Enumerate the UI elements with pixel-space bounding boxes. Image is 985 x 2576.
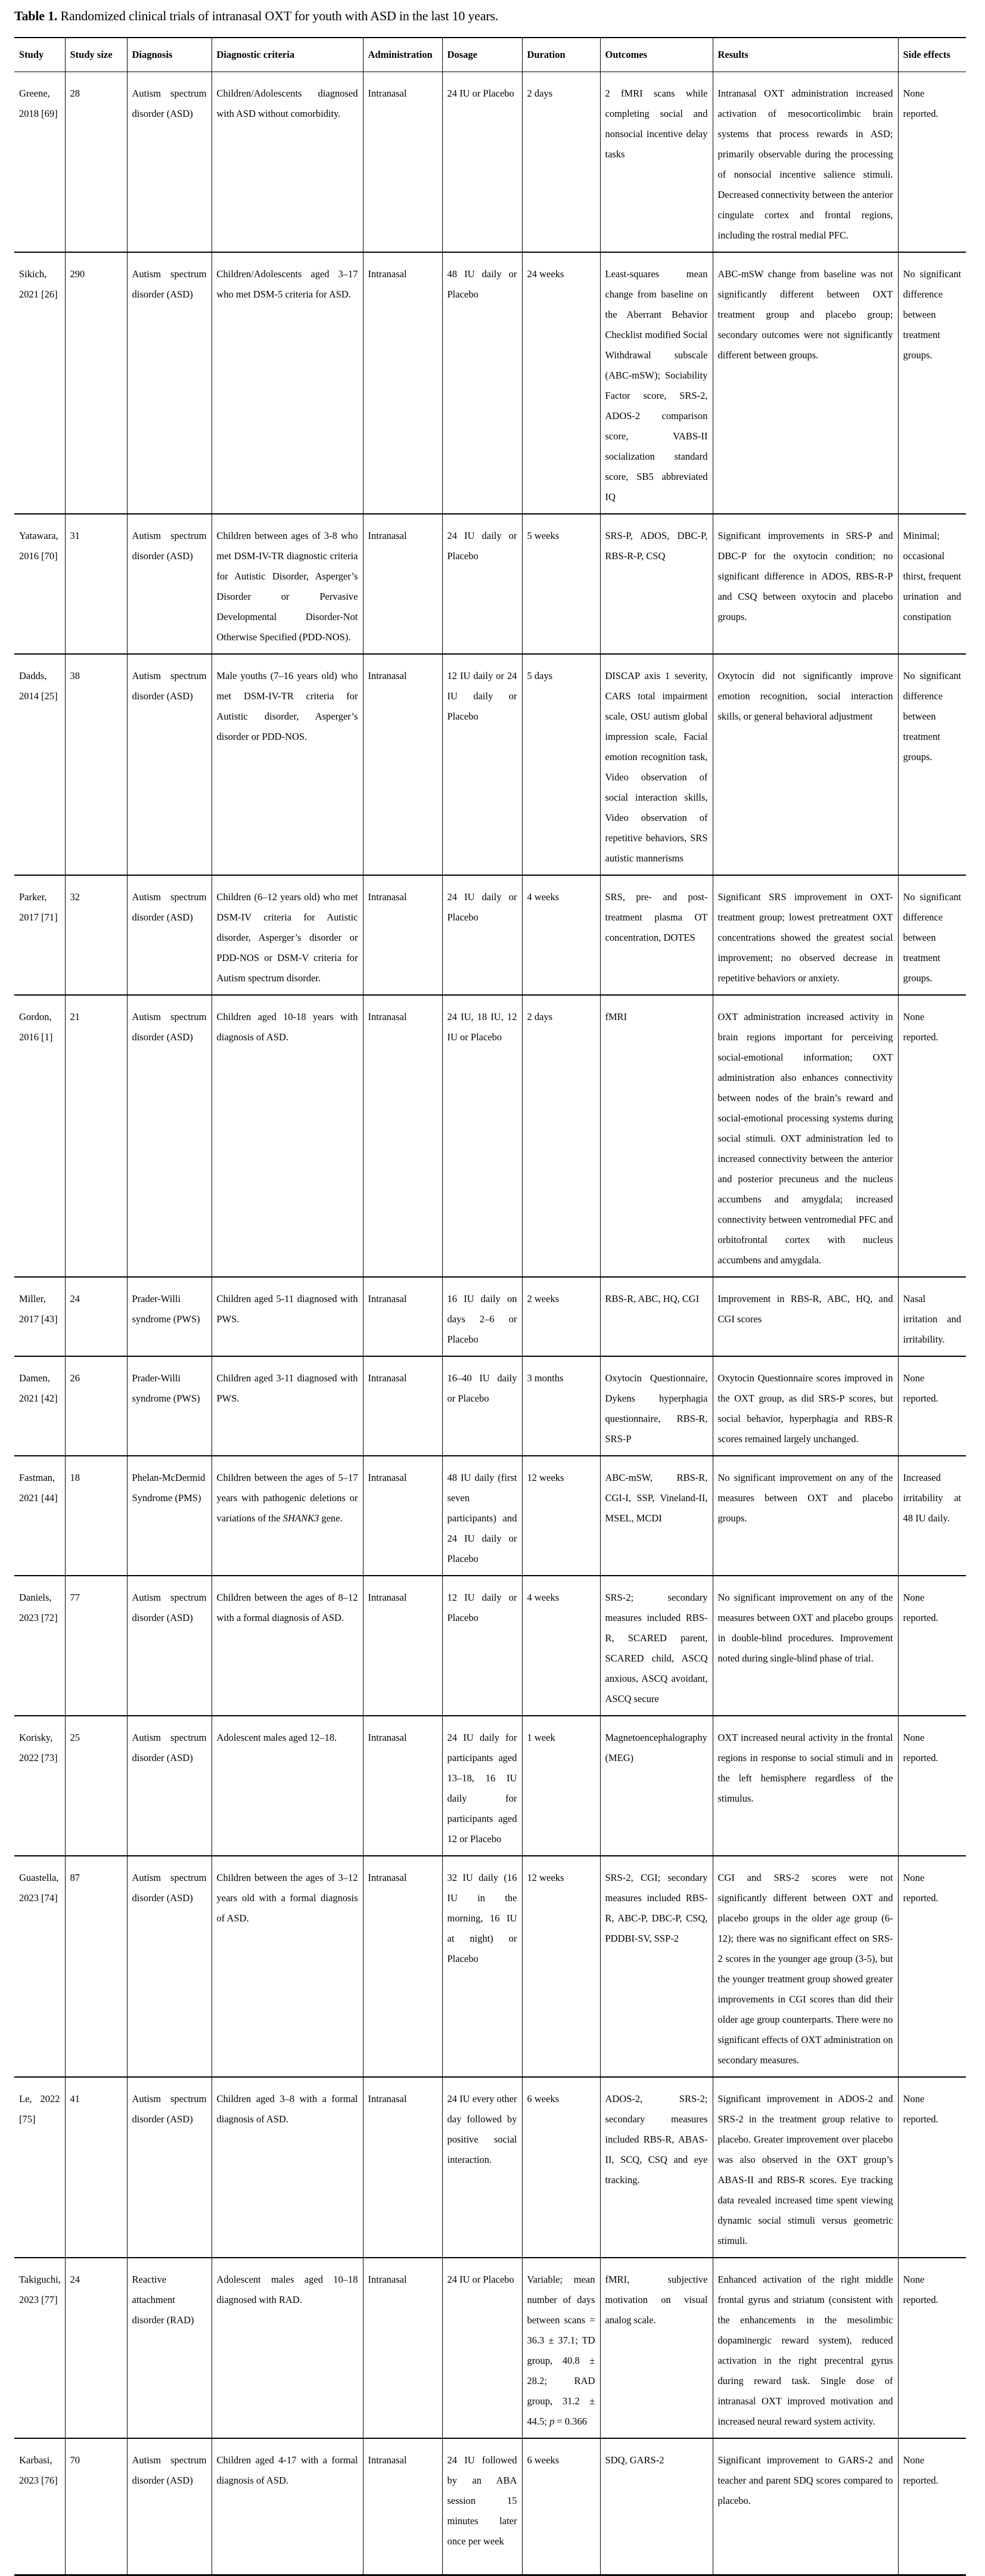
- italic-fragment: SHANK3: [282, 1512, 319, 1524]
- header-row: [14, 38, 966, 72]
- cell-administration: Intranasal: [363, 875, 442, 995]
- table-row: [14, 514, 966, 654]
- cell-results: OXT administration increased activity in brain regions important for perceiving social-emotional information; OXT administration also enhances connectivity between nodes of the brain’s reward and social-emotional processing systems during social stimuli. OXT administration led to increased connectivity between the anterior and posterior precuneus and the nucleus accumbens and amygdala; increased connectivity between ventromedial PFC and orbitofrontal cortex with nucleus accumbens and amygdala.: [713, 995, 898, 1277]
- cell-dosage: 24 IU every other day followed by positive social interaction.: [442, 2077, 522, 2258]
- cell-study-size: 28: [65, 72, 127, 253]
- cell-side-effects: Increased irritability at 48 IU daily.: [898, 1456, 966, 1576]
- cell-side-effects: None reported.: [898, 72, 966, 253]
- cell-dosage: 24 IU daily for participants aged 13–18, 16 IU daily for participants aged 12 or Placebo: [442, 1716, 522, 1856]
- cell-study-size: 25: [65, 1716, 127, 1856]
- cell-dosage: 48 IU daily (first seven participants) and 24 IU daily or Placebo: [442, 1456, 522, 1576]
- table-row: [14, 2438, 966, 2575]
- cell-study: Daniels, 2023 [72]: [14, 1576, 65, 1716]
- cell-diagnostic-criteria: Children/Adolescents aged 3–17 who met DSM-5 criteria for ASD.: [212, 252, 363, 514]
- cell-diagnosis: Autism spectrum disorder (ASD): [127, 2077, 212, 2258]
- cell-diagnostic-criteria: Children/Adolescents diagnosed with ASD without comorbidity.: [212, 72, 363, 253]
- text-fragment: = 0.366: [554, 2416, 588, 2427]
- cell-study-size: 26: [65, 1356, 127, 1456]
- cell-diagnosis: Prader-Willi syndrome (PWS): [127, 1277, 212, 1356]
- cell-study-size: 70: [65, 2438, 127, 2575]
- cell-outcomes: ABC-mSW, RBS-R, CGI-I, SSP, Vineland-II, MSEL, MCDI: [600, 1456, 713, 1576]
- text-fragment: Variable; mean number of days between scans = 36.3 ± 37.1; TD group, 40.8 ± 28.2; RAD group, 31.2 ± 44.5;: [527, 2274, 595, 2427]
- cell-dosage: 24 IU daily or Placebo: [442, 514, 522, 654]
- cell-study: Gordon, 2016 [1]: [14, 995, 65, 1277]
- cell-outcomes: RBS-R, ABC, HQ, CGI: [600, 1277, 713, 1356]
- cell-diagnosis: Prader-Willi syndrome (PWS): [127, 1356, 212, 1456]
- cell-side-effects: None reported.: [898, 995, 966, 1277]
- cell-duration: 2 days: [522, 995, 600, 1277]
- cell-diagnosis: Autism spectrum disorder (ASD): [127, 1716, 212, 1856]
- table-caption: [14, 8, 498, 24]
- cell-outcomes: ADOS-2, SRS-2; secondary measures included RBS-R, ABAS-II, SCQ, CSQ and eye tracking.: [600, 2077, 713, 2258]
- column-header-study-size: Study size: [65, 38, 127, 72]
- cell-study-size: 38: [65, 654, 127, 875]
- cell-study: Sikich, 2021 [26]: [14, 252, 65, 514]
- cell-diagnostic-criteria: Children aged 5-11 diagnosed with PWS.: [212, 1277, 363, 1356]
- table-row: [14, 2258, 966, 2438]
- cell-side-effects: No significant difference between treatment groups.: [898, 654, 966, 875]
- column-header-study: Study: [14, 38, 65, 72]
- cell-diagnosis: Autism spectrum disorder (ASD): [127, 875, 212, 995]
- cell-results: CGI and SRS-2 scores were not significantly different between OXT and placebo groups in the older age group (6-12); there was no significant effect on SRS-2 scores in the younger age group (3-5), but the younger treatment group showed greater improvements in CGI scores than did their older age group counterparts. There were no significant effects of OXT administration on secondary measures.: [713, 1856, 898, 2077]
- cell-diagnosis: Autism spectrum disorder (ASD): [127, 995, 212, 1277]
- table-row: [14, 1856, 966, 2077]
- column-header-results: Results: [713, 38, 898, 72]
- cell-side-effects: None reported.: [898, 2258, 966, 2438]
- cell-diagnostic-criteria: Children aged 4-17 with a formal diagnosis of ASD.: [212, 2438, 363, 2575]
- cell-administration: Intranasal: [363, 514, 442, 654]
- cell-administration: Intranasal: [363, 1277, 442, 1356]
- cell-diagnosis: Phelan-McDermid Syndrome (PMS): [127, 1456, 212, 1576]
- table-row: [14, 1716, 966, 1856]
- clinical-trials-table: [14, 37, 966, 2576]
- column-header-dosage: Dosage: [442, 38, 522, 72]
- cell-diagnostic-criteria: Children aged 3-11 diagnosed with PWS.: [212, 1356, 363, 1456]
- cell-outcomes: SRS-P, ADOS, DBC-P, RBS-R-P, CSQ: [600, 514, 713, 654]
- cell-study: Yatawara, 2016 [70]: [14, 514, 65, 654]
- cell-study: Dadds, 2014 [25]: [14, 654, 65, 875]
- cell-dosage: 12 IU daily or Placebo: [442, 1576, 522, 1716]
- cell-study: Greene, 2018 [69]: [14, 72, 65, 253]
- cell-duration: 5 days: [522, 654, 600, 875]
- cell-diagnosis: Autism spectrum disorder (ASD): [127, 654, 212, 875]
- cell-diagnostic-criteria: Children between the ages of 8–12 with a formal diagnosis of ASD.: [212, 1576, 363, 1716]
- cell-results: No significant improvement on any of the measures between OXT and placebo groups.: [713, 1456, 898, 1576]
- cell-results: Intranasal OXT administration increased activation of mesocorticolimbic brain systems that process rewards in ASD; primarily observable during the processing of nonsocial incentive salience stimuli. Decreased connectivity between the anterior cingulate cortex and frontal regions, including the rostral medial PFC.: [713, 72, 898, 253]
- column-header-administration: Administration: [363, 38, 442, 72]
- table-row: [14, 72, 966, 253]
- table-row: [14, 1576, 966, 1716]
- cell-side-effects: None reported.: [898, 1356, 966, 1456]
- cell-outcomes: fMRI: [600, 995, 713, 1277]
- cell-study-size: 290: [65, 252, 127, 514]
- cell-study: Le, 2022 [75]: [14, 2077, 65, 2258]
- table-title: Randomized clinical trials of intranasal OXT for youth with ASD in the last 10 years.: [57, 8, 499, 23]
- cell-administration: Intranasal: [363, 2077, 442, 2258]
- table-label: Table 1.: [14, 8, 58, 23]
- cell-study: Takiguchi, 2023 [77]: [14, 2258, 65, 2438]
- text-fragment: Children between the ages of 5–17 years with pathogenic deletions or variations of the: [216, 1472, 358, 1524]
- cell-diagnosis: Autism spectrum disorder (ASD): [127, 514, 212, 654]
- cell-dosage: 24 IU, 18 IU, 12 IU or Placebo: [442, 995, 522, 1277]
- cell-side-effects: None reported.: [898, 2438, 966, 2575]
- table-row: [14, 252, 966, 514]
- cell-side-effects: Minimal; occasional thirst, frequent urination and constipation: [898, 514, 966, 654]
- cell-study: Fastman, 2021 [44]: [14, 1456, 65, 1576]
- table-row: [14, 1456, 966, 1576]
- cell-dosage: 32 IU daily (16 IU in the morning, 16 IU at night) or Placebo: [442, 1856, 522, 2077]
- cell-study: Parker, 2017 [71]: [14, 875, 65, 995]
- italic-fragment: p: [549, 2416, 555, 2427]
- cell-duration: 3 months: [522, 1356, 600, 1456]
- cell-administration: Intranasal: [363, 2258, 442, 2438]
- cell-outcomes: SRS-2; secondary measures included RBS-R, SCARED parent, SCARED child, ASCQ anxious, ASCQ avoidant, ASCQ secure: [600, 1576, 713, 1716]
- cell-duration: 12 weeks: [522, 1856, 600, 2077]
- cell-administration: Intranasal: [363, 654, 442, 875]
- table-row: [14, 2077, 966, 2258]
- cell-outcomes: SRS-2, CGI; secondary measures included RBS-R, ABC-P, DBC-P, CSQ, PDDBI-SV, SSP-2: [600, 1856, 713, 2077]
- cell-results: Oxytocin did not significantly improve emotion recognition, social interaction skills, or general behavioral adjustment: [713, 654, 898, 875]
- cell-results: Improvement in RBS-R, ABC, HQ, and CGI scores: [713, 1277, 898, 1356]
- cell-diagnostic-criteria: Adolescent males aged 10–18 diagnosed with RAD.: [212, 2258, 363, 2438]
- cell-results: No significant improvement on any of the measures between OXT and placebo groups in double-blind procedures. Improvement noted during single-blind phase of trial.: [713, 1576, 898, 1716]
- cell-diagnostic-criteria: Children (6–12 years old) who met DSM-IV criteria for Autistic disorder, Asperger’s disorder or PDD-NOS or DSM-V criteria for Autism spectrum disorder.: [212, 875, 363, 995]
- cell-administration: Intranasal: [363, 1576, 442, 1716]
- cell-study: Damen, 2021 [42]: [14, 1356, 65, 1456]
- cell-duration: 5 weeks: [522, 514, 600, 654]
- cell-study: Miller, 2017 [43]: [14, 1277, 65, 1356]
- cell-administration: Intranasal: [363, 1856, 442, 2077]
- cell-diagnostic-criteria: Children aged 3–8 with a formal diagnosis of ASD.: [212, 2077, 363, 2258]
- cell-diagnosis: Autism spectrum disorder (ASD): [127, 2438, 212, 2575]
- cell-study-size: 18: [65, 1456, 127, 1576]
- cell-dosage: 16 IU daily on days 2–6 or Placebo: [442, 1277, 522, 1356]
- cell-administration: Intranasal: [363, 252, 442, 514]
- cell-results: Significant SRS improvement in OXT-treatment group; lowest pretreatment OXT concentrations showed the greatest social improvement; no observed decrease in repetitive behaviors or anxiety.: [713, 875, 898, 995]
- cell-outcomes: SDQ, GARS-2: [600, 2438, 713, 2575]
- cell-dosage: 24 IU or Placebo: [442, 2258, 522, 2438]
- cell-duration: 2 days: [522, 72, 600, 253]
- cell-side-effects: No significant difference between treatment groups.: [898, 252, 966, 514]
- table-row: [14, 875, 966, 995]
- cell-duration: 2 weeks: [522, 1277, 600, 1356]
- cell-diagnosis: Autism spectrum disorder (ASD): [127, 1576, 212, 1716]
- cell-outcomes: 2 fMRI scans while completing social and nonsocial incentive delay tasks: [600, 72, 713, 253]
- text-fragment: gene.: [319, 1512, 343, 1524]
- cell-diagnostic-criteria: Adolescent males aged 12–18.: [212, 1716, 363, 1856]
- cell-study-size: 31: [65, 514, 127, 654]
- cell-diagnostic-criteria: Male youths (7–16 years old) who met DSM-IV-TR criteria for Autistic disorder, Asperger’s disorder or PDD-NOS.: [212, 654, 363, 875]
- cell-duration: 6 weeks: [522, 2438, 600, 2575]
- cell-duration: [522, 2258, 600, 2438]
- cell-outcomes: Least-squares mean change from baseline on the Aberrant Behavior Checklist modified Social Withdrawal subscale (ABC-mSW); Sociability Factor score, SRS-2, ADOS-2 comparison score, VABS-II socialization standard score, SB5 abbreviated IQ: [600, 252, 713, 514]
- cell-dosage: 24 IU daily or Placebo: [442, 875, 522, 995]
- cell-side-effects: None reported.: [898, 1576, 966, 1716]
- cell-diagnosis: Autism spectrum disorder (ASD): [127, 1856, 212, 2077]
- cell-results: ABC-mSW change from baseline was not significantly different between OXT treatment group and placebo group; secondary outcomes were not significantly different between groups.: [713, 252, 898, 514]
- cell-duration: 12 weeks: [522, 1456, 600, 1576]
- cell-results: OXT increased neural activity in the frontal regions in response to social stimuli and in the left hemisphere regardless of the stimulus.: [713, 1716, 898, 1856]
- cell-dosage: 16–40 IU daily or Placebo: [442, 1356, 522, 1456]
- cell-side-effects: Nasal irritation and irritability.: [898, 1277, 966, 1356]
- cell-results: Oxytocin Questionnaire scores improved in the OXT group, as did SRS-P scores, but social behavior, hyperphagia and RBS-R scores remained largely unchanged.: [713, 1356, 898, 1456]
- cell-study: Guastella, 2023 [74]: [14, 1856, 65, 2077]
- cell-study-size: 77: [65, 1576, 127, 1716]
- cell-diagnosis: Autism spectrum disorder (ASD): [127, 252, 212, 514]
- cell-dosage: 48 IU daily or Placebo: [442, 252, 522, 514]
- cell-duration: 1 week: [522, 1716, 600, 1856]
- cell-results: Significant improvement to GARS-2 and teacher and parent SDQ scores compared to placebo.: [713, 2438, 898, 2575]
- cell-study-size: 24: [65, 2258, 127, 2438]
- cell-administration: Intranasal: [363, 2438, 442, 2575]
- cell-diagnostic-criteria: Children between ages of 3-8 who met DSM-IV-TR diagnostic criteria for Autistic Disorder, Asperger’s Disorder or Pervasive Developmental Disorder-Not Otherwise Specified (PDD-NOS).: [212, 514, 363, 654]
- cell-study: Karbasi, 2023 [76]: [14, 2438, 65, 2575]
- cell-study-size: 24: [65, 1277, 127, 1356]
- column-header-duration: Duration: [522, 38, 600, 72]
- cell-diagnostic-criteria: [212, 1456, 363, 1576]
- column-header-side-effects: Side effects: [898, 38, 966, 72]
- cell-side-effects: None reported.: [898, 1856, 966, 2077]
- table-row: [14, 995, 966, 1277]
- cell-diagnosis: Reactive attachment disorder (RAD): [127, 2258, 212, 2438]
- cell-diagnostic-criteria: Children aged 10-18 years with diagnosis of ASD.: [212, 995, 363, 1277]
- cell-outcomes: DISCAP axis 1 severity, CARS total impairment scale, OSU autism global impression scale, Facial emotion recognition task, Video observation of social interaction skills, Video observation of repetitive behaviors, SRS autistic mannerisms: [600, 654, 713, 875]
- cell-dosage: 24 IU or Placebo: [442, 72, 522, 253]
- table-row: [14, 1356, 966, 1456]
- cell-side-effects: None reported.: [898, 2077, 966, 2258]
- cell-outcomes: SRS, pre- and post-treatment plasma OT concentration, DOTES: [600, 875, 713, 995]
- cell-study: Korisky, 2022 [73]: [14, 1716, 65, 1856]
- cell-study-size: 21: [65, 995, 127, 1277]
- table-row: [14, 654, 966, 875]
- cell-duration: 4 weeks: [522, 1576, 600, 1716]
- cell-outcomes: fMRI, subjective motivation on visual analog scale.: [600, 2258, 713, 2438]
- cell-outcomes: Magnetoencephalography (MEG): [600, 1716, 713, 1856]
- cell-outcomes: Oxytocin Questionnaire, Dykens hyperphagia questionnaire, RBS-R, SRS-P: [600, 1356, 713, 1456]
- cell-dosage: 24 IU followed by an ABA session 15 minutes later once per week: [442, 2438, 522, 2575]
- cell-administration: Intranasal: [363, 1456, 442, 1576]
- cell-administration: Intranasal: [363, 72, 442, 253]
- cell-administration: Intranasal: [363, 1356, 442, 1456]
- column-header-diagnosis: Diagnosis: [127, 38, 212, 72]
- cell-side-effects: None reported.: [898, 1716, 966, 1856]
- cell-study-size: 32: [65, 875, 127, 995]
- cell-duration: 24 weeks: [522, 252, 600, 514]
- cell-duration: 6 weeks: [522, 2077, 600, 2258]
- cell-dosage: 12 IU daily or 24 IU daily or Placebo: [442, 654, 522, 875]
- cell-duration: 4 weeks: [522, 875, 600, 995]
- cell-study-size: 41: [65, 2077, 127, 2258]
- cell-results: Enhanced activation of the right middle frontal gyrus and striatum (consistent with the enhancements in the mesolimbic dopaminergic reward system), reduced activation in the right precentral gyrus during reward task. Single dose of intranasal OXT improved motivation and increased neural reward system activity.: [713, 2258, 898, 2438]
- cell-study-size: 87: [65, 1856, 127, 2077]
- cell-diagnostic-criteria: Children between the ages of 3–12 years old with a formal diagnosis of ASD.: [212, 1856, 363, 2077]
- cell-results: Significant improvements in SRS-P and DBC-P for the oxytocin condition; no significant difference in ADOS, RBS-R-P and CSQ between oxytocin and placebo groups.: [713, 514, 898, 654]
- cell-diagnosis: Autism spectrum disorder (ASD): [127, 72, 212, 253]
- table-row: [14, 1277, 966, 1356]
- cell-side-effects: No significant difference between treatment groups.: [898, 875, 966, 995]
- cell-administration: Intranasal: [363, 995, 442, 1277]
- cell-administration: Intranasal: [363, 1716, 442, 1856]
- column-header-outcomes: Outcomes: [600, 38, 713, 72]
- column-header-diagnostic-criteria: Diagnostic criteria: [212, 38, 363, 72]
- cell-results: Significant improvement in ADOS-2 and SRS-2 in the treatment group relative to placebo. Greater improvement over placebo was also observed in the OXT group’s ABAS-II and RBS-R scores. Eye tracking data revealed increased time spent viewing dynamic social stimuli versus geometric stimuli.: [713, 2077, 898, 2258]
